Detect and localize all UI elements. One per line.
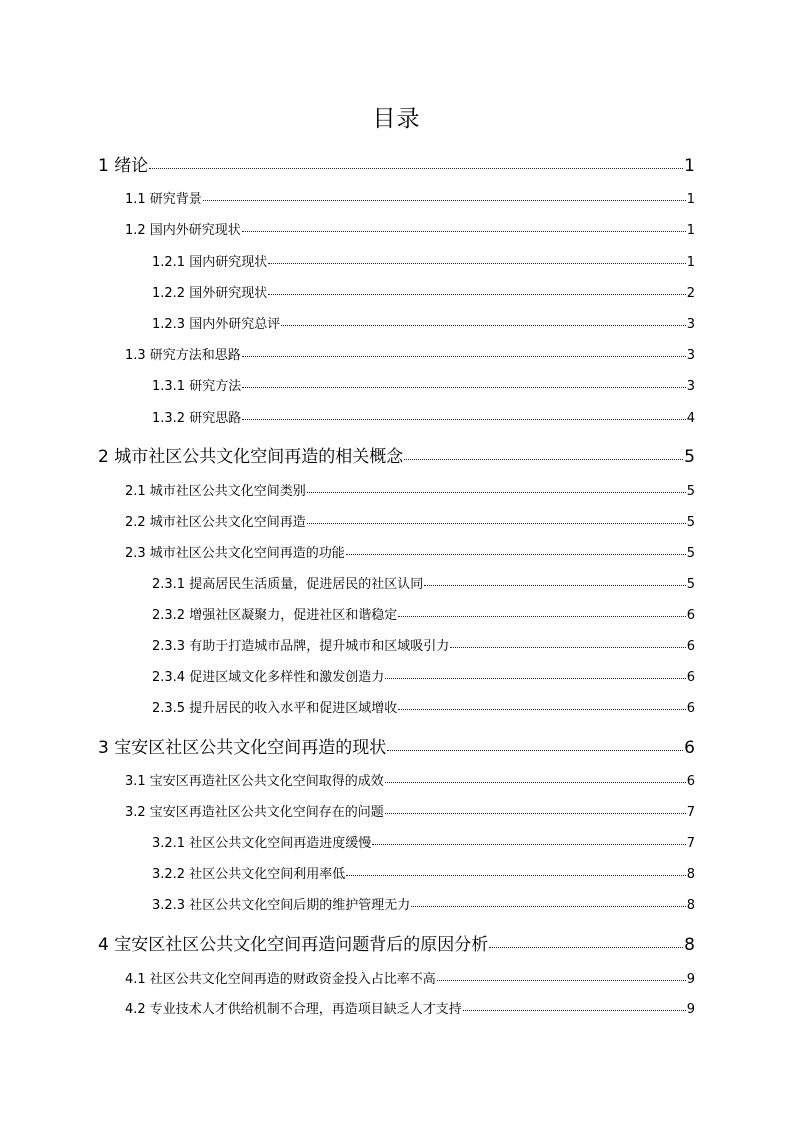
toc-entry-label: 2.1 城市社区公共文化空间类别 (125, 484, 306, 499)
toc-dot-leader (268, 262, 686, 264)
toc-entry[interactable] (152, 697, 695, 716)
toc-entry[interactable] (152, 832, 695, 851)
toc-entry[interactable] (152, 375, 695, 394)
toc-entry-label: 2.3.5 提升居民的收入水平和促进区域增收 (152, 701, 398, 716)
toc-entry[interactable] (152, 573, 695, 592)
toc-entry[interactable] (125, 998, 695, 1017)
toc-dot-leader (281, 324, 686, 326)
toc-entry[interactable] (125, 801, 695, 820)
toc-page-number: 5 (686, 577, 695, 592)
toc-entry[interactable] (152, 863, 695, 882)
toc-dot-leader (242, 386, 686, 388)
toc-entry-label: 3.2.1 社区公共文化空间再造进度缓慢 (152, 836, 372, 851)
toc-title: 目录 (372, 106, 421, 132)
toc-entry-label: 2.3.1 提高居民生活质量，促进居民的社区认同 (152, 577, 424, 592)
toc-entry-label: 1.3.1 研究方法 (152, 379, 242, 394)
toc-entry-label: 2.3.2 增强社区凝聚力，促进社区和谐稳定 (152, 608, 398, 623)
toc-page-number: 5 (686, 484, 695, 499)
toc-entry-label: 3.2 宝安区再造社区公共文化空间存在的问题 (125, 805, 384, 820)
toc-entry[interactable] (152, 604, 695, 623)
toc-entry-label: 2.3.3 有助于打造城市品牌，提升城市和区域吸引力 (152, 639, 450, 654)
toc-entry-label: 1 绪论 (98, 156, 149, 176)
toc-page-number: 2 (686, 286, 695, 301)
toc-entry[interactable] (125, 511, 695, 530)
toc-entry[interactable] (152, 635, 695, 654)
toc-dot-leader (268, 293, 686, 295)
toc-entry[interactable] (125, 968, 695, 987)
toc-dot-leader (489, 946, 683, 948)
toc-page-number: 1 (686, 223, 695, 238)
toc-page-number: 3 (686, 317, 695, 332)
toc-entry[interactable] (125, 542, 695, 561)
toc-entry-label: 3 宝安区社区公共文化空间再造的现状 (98, 738, 387, 758)
toc-entry-label: 3.1 宝安区再造社区公共文化空间取得的成效 (125, 774, 384, 789)
toc-page-number: 7 (686, 805, 695, 820)
toc-entry[interactable] (98, 442, 695, 467)
toc-entry[interactable] (125, 344, 695, 363)
toc-entry[interactable] (152, 666, 695, 685)
toc-entry[interactable] (152, 894, 695, 913)
toc-page-number: 5 (686, 515, 695, 530)
toc-page-number: 6 (686, 639, 695, 654)
toc-dot-leader (463, 1009, 686, 1011)
toc-dot-leader (242, 355, 686, 357)
toc-entry-label: 3.2.2 社区公共文化空间利用率低 (152, 867, 346, 882)
toc-dot-leader (437, 979, 686, 981)
toc-page-number: 8 (686, 898, 695, 913)
toc-dot-leader (149, 167, 683, 169)
toc-entry[interactable] (125, 480, 695, 499)
toc-dot-leader (385, 677, 686, 679)
toc-page-number: 4 (686, 411, 695, 426)
toc-entry[interactable] (125, 219, 695, 238)
toc-entry-label: 1.2.2 国外研究现状 (152, 286, 268, 301)
toc-page-number: 7 (686, 836, 695, 851)
toc-entry[interactable] (98, 733, 695, 758)
toc-dot-leader (398, 708, 686, 710)
toc-entry-label: 3.2.3 社区公共文化空间后期的维护管理无力 (152, 898, 411, 913)
toc-entry-label: 2.3.4 促进区域文化多样性和激发创造力 (152, 670, 385, 685)
toc-page-number: 9 (686, 972, 695, 987)
toc-page-number: 6 (686, 701, 695, 716)
toc-dot-leader (372, 843, 686, 845)
toc-entry-label: 4.1 社区公共文化空间再造的财政资金投入占比率不高 (125, 972, 436, 987)
toc-entry-label: 1.3.2 研究思路 (152, 411, 242, 426)
toc-entry[interactable] (98, 930, 695, 955)
toc-dot-leader (387, 749, 683, 751)
toc-dot-leader (242, 230, 686, 232)
toc-entry[interactable] (125, 770, 695, 789)
toc-entry-label: 1.2.1 国内研究现状 (152, 255, 268, 270)
toc-entry-label: 2.2 城市社区公共文化空间再造 (125, 515, 306, 530)
toc-dot-leader (203, 199, 686, 201)
toc-dot-leader (404, 458, 683, 460)
toc-entry[interactable] (152, 407, 695, 426)
toc-dot-leader (307, 522, 686, 524)
toc-page-number: 6 (686, 670, 695, 685)
toc-dot-leader (398, 615, 686, 617)
toc-page-number: 9 (686, 1002, 695, 1017)
toc-page-number: 1 (686, 192, 695, 207)
toc-entry[interactable] (152, 282, 695, 301)
toc-entry-label: 1.1 研究背景 (125, 192, 202, 207)
toc-entry-label: 2 城市社区公共文化空间再造的相关概念 (98, 447, 404, 467)
toc-dot-leader (346, 874, 686, 876)
toc-entry[interactable] (98, 151, 695, 176)
toc-page-number: 6 (686, 774, 695, 789)
toc-entry-label: 4.2 专业技术人才供给机制不合理，再造项目缺乏人才支持 (125, 1002, 462, 1017)
toc-entry-label: 1.3 研究方法和思路 (125, 348, 241, 363)
toc-page-number: 5 (684, 447, 695, 467)
toc-dot-leader (385, 781, 686, 783)
toc-dot-leader (450, 646, 686, 648)
toc-page-number: 3 (686, 348, 695, 363)
toc-page-number: 6 (684, 738, 695, 758)
toc-entry-label: 4 宝安区社区公共文化空间再造问题背后的原因分析 (98, 935, 489, 955)
toc-page-number: 1 (686, 255, 695, 270)
toc-dot-leader (385, 812, 686, 814)
toc-entry-label: 1.2 国内外研究现状 (125, 223, 241, 238)
toc-page-number: 6 (686, 608, 695, 623)
toc-page-number: 5 (686, 546, 695, 561)
toc-entry[interactable] (152, 313, 695, 332)
toc-entry[interactable] (152, 251, 695, 270)
toc-dot-leader (346, 553, 686, 555)
toc-dot-leader (411, 905, 686, 907)
toc-page-number: 1 (684, 156, 695, 176)
toc-entry-label: 2.3 城市社区公共文化空间再造的功能 (125, 546, 345, 561)
toc-page-number: 8 (686, 867, 695, 882)
toc-dot-leader (424, 584, 686, 586)
toc-page-number: 3 (686, 379, 695, 394)
toc-entry[interactable] (125, 188, 695, 207)
toc-entry-label: 1.2.3 国内外研究总评 (152, 317, 281, 332)
toc-dot-leader (242, 418, 686, 420)
toc-dot-leader (307, 491, 686, 493)
toc-page-number: 8 (684, 935, 695, 955)
